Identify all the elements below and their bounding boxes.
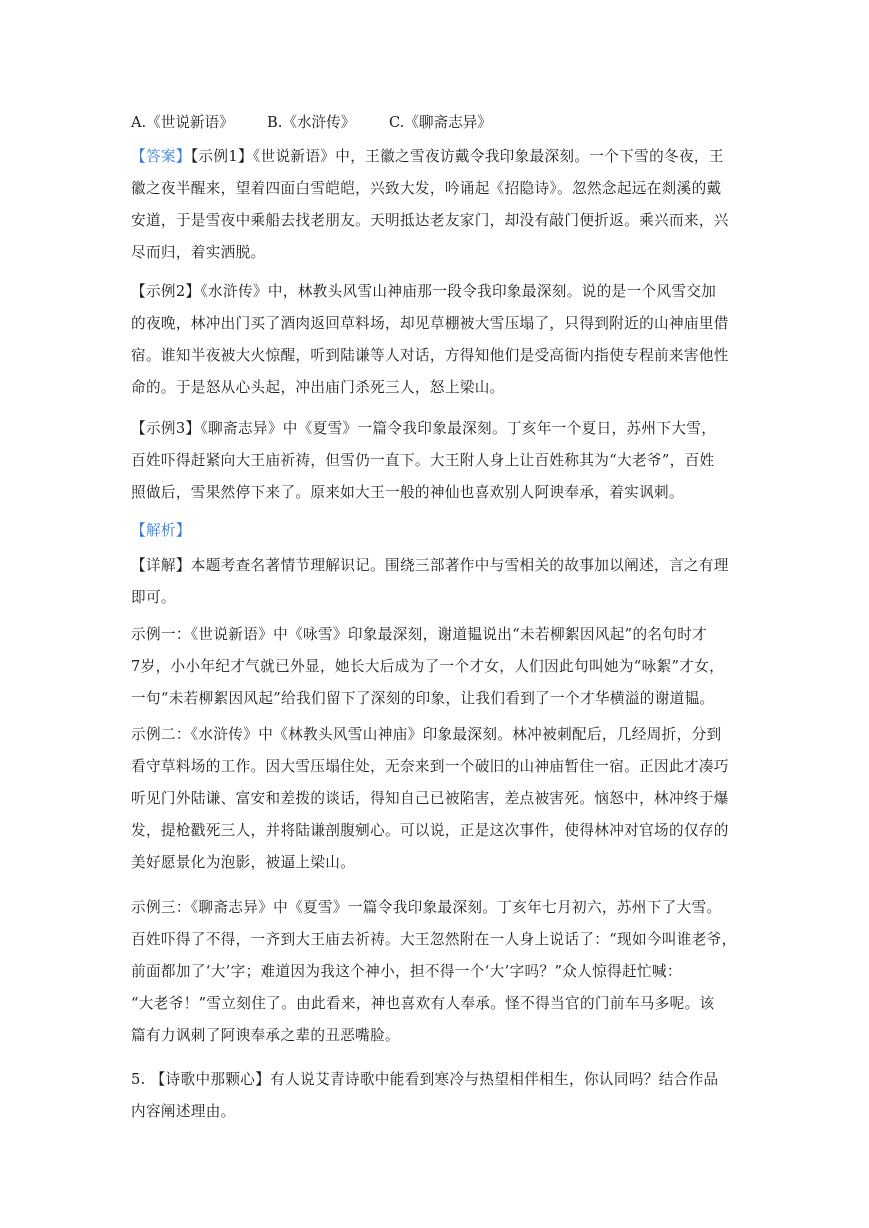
answer-line: 【示例1】《世说新语》中，王徽之雪夜访戴令我印象最深刻。一个下雪的冬夜，王 xyxy=(190,148,724,165)
sample3-line: “大老爷！”雪立刻住了。由此看来，神也喜欢有人奉承。怪不得当官的门前车马多呢。该 xyxy=(131,995,715,1012)
question5-line: 内容阐述理由。 xyxy=(131,1103,236,1120)
sample2-line: 美好愿景化为泡影，被逼上梁山。 xyxy=(131,854,356,871)
example3-line: 百姓吓得赶紧向大王庙祈祷，但雪仍一直下。大王附人身上让百姓称其为“大老爷”，百姓 xyxy=(131,452,715,469)
sample3-line: 前面都加了‘大’字；难道因为我这个神小，担不得一个‘大’字吗？”众人惊得赶忙喊： xyxy=(131,963,682,980)
sample1-line: 7岁，小小年纪才气就已外显，她长大后成为了一个才女，人们因此句叫她为“咏絮”才女， xyxy=(131,658,725,675)
answer-line: 安道，于是雪夜中乘船去找老朋友。天明抵达老友家门，却没有敲门便折返。乘兴而来，兴 xyxy=(131,212,729,229)
detail-line: 【详解】本题考查名著情节理解识记。围绕三部著作中与雪相关的故事加以阐述，言之有理 xyxy=(131,557,729,574)
answer-first-line xyxy=(131,147,739,167)
option-b: B.《水浒传》 xyxy=(267,114,356,131)
sample3-line: 百姓吓得了不得，一齐到大王庙去祈祷。大王忽然附在一人身上说话了：“现如今叫谁老爷， xyxy=(131,931,737,948)
example2-line: 命的。于是怒从心头起，冲出庙门杀死三人，怒上梁山。 xyxy=(131,379,505,396)
answer-line: 徽之夜半醒来，望着四面白雪皑皑，兴致大发，吟诵起《招隐诗》。忽然念起远在剡溪的戴 xyxy=(131,180,722,197)
analysis-tag: 【解析】 xyxy=(131,522,191,539)
sample3-line: 篇有力讽刺了阿谀奉承之辈的丑恶嘴脸。 xyxy=(131,1027,400,1044)
sample2-line: 听见门外陆谦、富安和差拨的谈话，得知自己已被陷害，差点被害死。恼怒中，林冲终于爆 xyxy=(131,790,729,807)
sample2-line: 示例二：《水浒传》中《林教头风雪山神庙》印象最深刻。林冲被刺配后，几经周折，分到 xyxy=(131,726,722,743)
sample2-line: 发，提枪戳死三人，并将陆谦剖腹剜心。可以说，正是这次事件，使得林冲对官场的仅存的 xyxy=(131,822,729,839)
example3-line: 【示例3】《聊斋志异》中《夏雪》一篇令我印象最深刻。丁亥年一个夏日，苏州下大雪， xyxy=(131,420,717,437)
example2-line: 【示例2】《水浒传》中，林教头风雪山神庙那一段令我印象最深刻。说的是一个风雪交加 xyxy=(131,283,717,300)
example2-line: 的夜晚，林冲出门买了酒肉返回草料场，却见草棚被大雪压塌了，只得到附近的山神庙里借 xyxy=(131,315,729,332)
sample3-line: 示例三：《聊斋志异》中《夏雪》一篇令我印象最深刻。丁亥年七月初六，苏州下了大雪。 xyxy=(131,899,722,916)
sample1-line: 示例一：《世说新语》中《咏雪》印象最深刻，谢道韫说出“未若柳絮因风起”的名句时才 xyxy=(131,626,708,643)
option-a: A.《世说新语》 xyxy=(131,114,234,131)
answer-line: 尽而归，着实洒脱。 xyxy=(131,244,266,261)
answer-tag: 【答案】 xyxy=(131,148,191,165)
detail-line: 即可。 xyxy=(131,589,176,606)
sample1-line: 一句“未若柳絮因风起”给我们留下了深刻的印象，让我们看到了一个才华横溢的谢道韫。 xyxy=(131,690,715,707)
question5-line: 5. 【诗歌中那颗心】有人说艾青诗歌中能看到寒冷与热望相伴相生，你认同吗？结合作品 xyxy=(131,1071,719,1088)
example3-line: 照做后，雪果然停下来了。原来如大王一般的神仙也喜欢别人阿谀奉承，着实讽刺。 xyxy=(131,484,684,501)
example2-line: 宿。谁知半夜被大火惊醒，听到陆谦等人对话，方得知他们是受高衙内指使专程前来害他性 xyxy=(131,347,729,364)
option-c: C.《聊斋志异》 xyxy=(389,114,492,131)
sample2-line: 看守草料场的工作。因大雪压塌住处，无奈来到一个破旧的山神庙暂住一宿。正因此才凑巧 xyxy=(131,758,729,775)
